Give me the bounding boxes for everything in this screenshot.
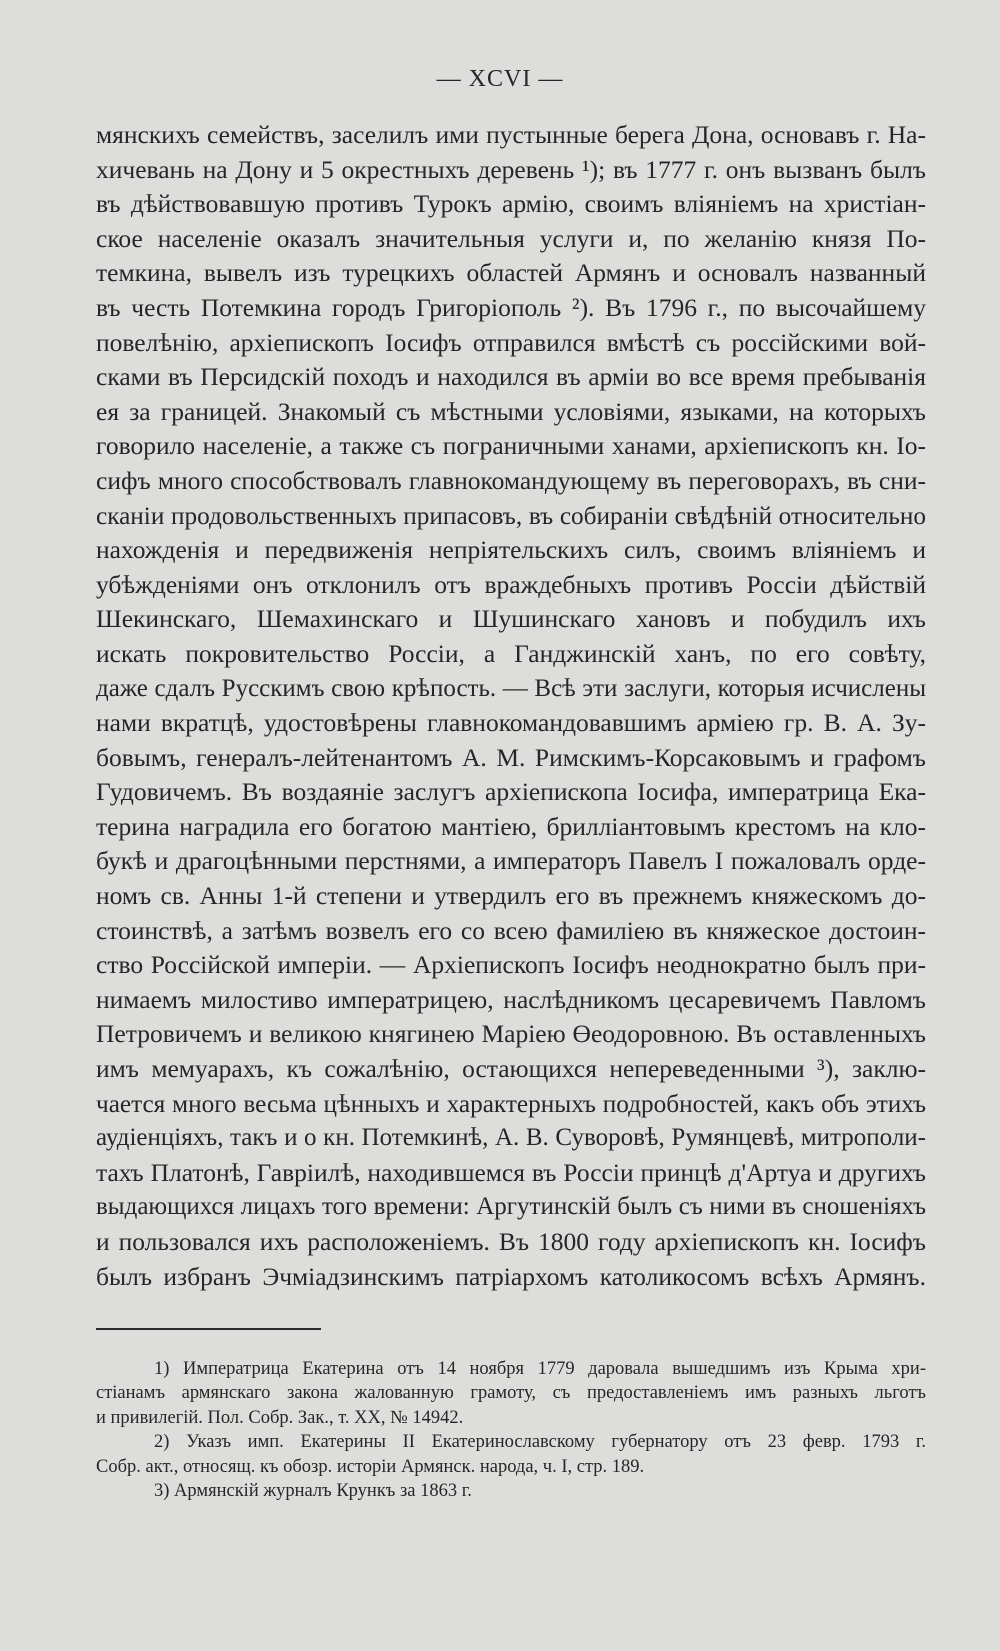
text-line: аудіенціяхъ, такъ и о кн. Потемкинѣ, А. В. Суворовѣ, Румянцевѣ, митрополи- <box>96 1124 926 1152</box>
text-line: бовымъ, генералъ-лейтенантомъ А. М. Римскимъ-Корсаковымъ и графомъ <box>96 742 926 772</box>
text-line: чается много весьма цѣнныхъ и характерныхъ подробностей, какъ объ этихъ <box>96 1089 926 1118</box>
text-line: повелѣнію, архіепископъ Іосифъ отправился вмѣстѣ съ россійскими вой- <box>96 327 926 357</box>
text-line: букѣ и драгоцѣнными перстнями, а императоръ Павелъ I пожаловалъ орде- <box>96 846 926 876</box>
footnote-divider <box>96 1328 321 1330</box>
text-line: Шекинскаго, Шемахинскаго и Шушинскаго хановъ и побудилъ ихъ <box>96 604 926 634</box>
footnote-line: Собр. акт., относящ. къ обозр. исторіи Армянск. народа, ч. I, стр. 189. <box>96 1456 645 1477</box>
footnote-line: 2) Указъ имп. Екатерины II Екатеринославскому губернатору отъ 23 февр. 1793 г. <box>154 1432 926 1453</box>
text-line: ское населеніе оказалъ значительныя услуги и, по желанію князя По- <box>96 223 926 253</box>
footnote-line: 1) Императрица Екатерина отъ 14 ноября 1779 даровала вышедшимъ изъ Крыма хри- <box>154 1359 926 1379</box>
text-line: сифъ много способствовалъ главнокомандующему въ переговорахъ, въ сни- <box>96 465 926 495</box>
text-line: и пользовался ихъ расположеніемъ. Въ 1800 году архіепископъ кн. Іосифъ <box>96 1227 926 1256</box>
text-line: номъ св. Анны 1-й степени и утвердилъ его въ прежнемъ княжескомъ до- <box>96 881 926 911</box>
text-line: выдающихся лицахъ того времени: Аргутинскій былъ съ ними въ сношеніяхъ <box>96 1193 926 1221</box>
text-line: Петровичемъ и великою княгинею Маріею Өеодоровною. Въ оставленныхъ <box>96 1019 926 1049</box>
text-line: нахожденія и передвиженія непріятельскихъ силъ, своимъ вліяніемъ и <box>96 535 926 565</box>
text-line: стоинствѣ, а затѣмъ возвелъ его со всею фамиліею въ княжеское достоин- <box>96 915 926 945</box>
text-line: даже сдалъ Русскимъ свою крѣпость. — Всѣ эти заслуги, которыя исчислены <box>96 674 926 702</box>
text-line: хичевань на Дону и 5 окрестныхъ деревень ¹); въ 1777 г. онъ вызванъ былъ <box>96 154 926 184</box>
text-line: убѣжденіями онъ отклонилъ отъ враждебныхъ противъ Россіи дѣйствій <box>96 569 926 599</box>
text-line: искать покровительство Россіи, а Ганджинскій ханъ, по его совѣту, <box>96 638 926 668</box>
text-line: сками въ Персидскій походъ и находился въ арміи во все время пребыванія <box>96 362 926 392</box>
text-line: сканіи продовольственныхъ припасовъ, въ собираніи свѣдѣній относительно <box>96 501 926 530</box>
text-line: имъ мемуарахъ, къ сожалѣнію, остающихся непереведенными ³), заклю- <box>96 1054 926 1084</box>
footnotes <box>96 1357 926 1503</box>
footnote-line: стіанамъ армянскаго закона жалованную грамоту, съ предоставленіемъ имъ разныхъ льготъ <box>96 1383 926 1404</box>
footnote-line: и привилегій. Пол. Собр. Зак., т. XX, № 14942. <box>96 1407 464 1428</box>
main-text <box>96 118 926 1294</box>
text-line: въ честь Потемкина городъ Григоріополь ²). Въ 1796 г., по высочайшему <box>96 292 926 322</box>
text-line: нимаемъ милостиво императрицею, наслѣдникомъ цесаревичемъ Павломъ <box>96 984 926 1014</box>
text-line: Гудовичемъ. Въ воздаяніе заслугъ архіепископа Іосифа, императрица Ека- <box>96 777 926 807</box>
text-line: ство Россійской имперіи. — Архіепископъ Іосифъ неоднократно былъ при- <box>96 950 926 980</box>
text-line: тахъ Платонѣ, Гавріилѣ, находившемся въ Россіи принцѣ д'Артуа и другихъ <box>96 1157 926 1187</box>
text-line: былъ избранъ Эчміадзинскимъ патріархомъ католикосомъ всѣхъ Армянъ. <box>96 1261 926 1291</box>
text-line: темкина, вывелъ изъ турецкихъ областей Армянъ и основалъ названный <box>96 258 926 288</box>
text-line: мянскихъ семействъ, заселилъ ими пустынные берега Дона, основавъ г. На- <box>96 120 926 149</box>
text-line: ея за границей. Знакомый съ мѣстными условіями, языками, на которыхъ <box>96 396 926 426</box>
text-line: говорило населеніе, а также съ пограничными ханами, архіепископъ кн. Іо- <box>96 431 926 461</box>
text-line: въ дѣйствовавшую противъ Турокъ армію, своимъ вліяніемъ на христіан- <box>96 189 926 219</box>
text-line: нами вкратцѣ, удостовѣрены главнокомандовавшимъ арміею гр. В. А. Зу- <box>96 708 926 738</box>
footnote-line: 3) Армянскій журналъ Крункъ за 1863 г. <box>154 1480 472 1501</box>
page-number: — XCVI — <box>436 66 564 92</box>
text-line: терина наградила его богатою мантіею, брилліантовымъ крестомъ на кло- <box>96 811 926 841</box>
